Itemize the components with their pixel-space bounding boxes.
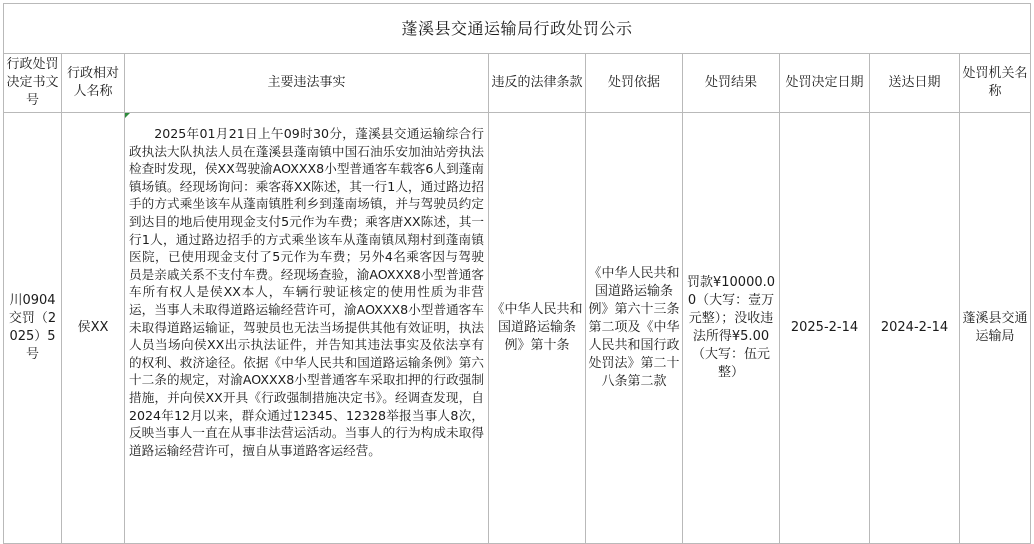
- table-row: [4, 113, 1031, 544]
- header-decision-date: 处罚决定日期: [780, 54, 870, 113]
- cell-facts: [125, 113, 489, 544]
- header-doc-no: 行政处罚决定书文号: [4, 54, 62, 113]
- cell-authority: 蓬溪县交通运输局: [960, 113, 1031, 544]
- cell-basis: 《中华人民共和国道路运输条例》第六十三条第二项及《中华人民共和国行政处罚法》第二十八条第二款: [586, 113, 683, 544]
- header-law: 违反的法律条款: [489, 54, 586, 113]
- cell-result: 罚款¥10000.00（大写：壹万元整）；没收违法所得¥5.00（大写：伍元整）: [683, 113, 780, 544]
- cell-comment-marker: [125, 113, 130, 118]
- penalty-notice-table: [3, 3, 1031, 544]
- header-party: 行政相对人名称: [62, 54, 125, 113]
- cell-doc-no: 川0904交罚（2025）5号: [4, 113, 62, 544]
- header-authority: 处罚机关名称: [960, 54, 1031, 113]
- header-basis: 处罚依据: [586, 54, 683, 113]
- facts-text: 2025年01月21日上午09时30分，蓬溪县交通运输综合行政执法大队执法人员在蓬溪县蓬南镇中国石油乐安加油站旁执法检查时发现，侯XX驾驶渝AOXXX8小型普通客车载客6人到蓬南镇场镇。经现场询问：乘客蒋XX陈述，其一行1人，通过路边招手的方式乘坐该车从蓬南镇胜利乡到蓬南场镇，并与驾驶员约定到达目的地后使用现金支付5元作为车费；乘客唐XX陈述，其一行1人，通过路边招手的方式乘坐该车从蓬南镇凤翔村到蓬南镇医院，已使用现金支付了5元作为车费；另外4名乘客因与驾驶员是亲戚关系不支付车费。经现场查验，渝AOXXX8小型普通客车所有权人是侯XX本人，车辆行驶证核定的使用性质为非营运，当事人未取得道路运输经营许可，渝AOXXX8小型普通客车未取得道路运输证，驾驶员也无法当场提供其他有效证明，执法人员当场向侯XX出示执法证件，并告知其违法事实及依法享有的权利、救济途径。依据《中华人民共和国道路运输条例》第六十二条的规定，对渝AOXXX8小型普通客车采取扣押的行政强制措施，并向侯XX开具《行政强制措施决定书》。经调查发现，自2024年12月以来，群众通过12345、12328举报当事人8次，反映当事人一直在从事非法营运活动。当事人的行为构成未取得道路运输经营许可，擅自从事道路客运经营。: [129, 126, 484, 458]
- cell-delivery-date: 2024-2-14: [870, 113, 960, 544]
- page-title: 蓬溪县交通运输局行政处罚公示: [4, 4, 1031, 54]
- header-delivery-date: 送达日期: [870, 54, 960, 113]
- cell-party: 侯XX: [62, 113, 125, 544]
- header-row: [4, 54, 1031, 113]
- header-facts: 主要违法事实: [125, 54, 489, 113]
- cell-law: 《中华人民共和国道路运输条例》第十条: [489, 113, 586, 544]
- cell-decision-date: 2025-2-14: [780, 113, 870, 544]
- header-result: 处罚结果: [683, 54, 780, 113]
